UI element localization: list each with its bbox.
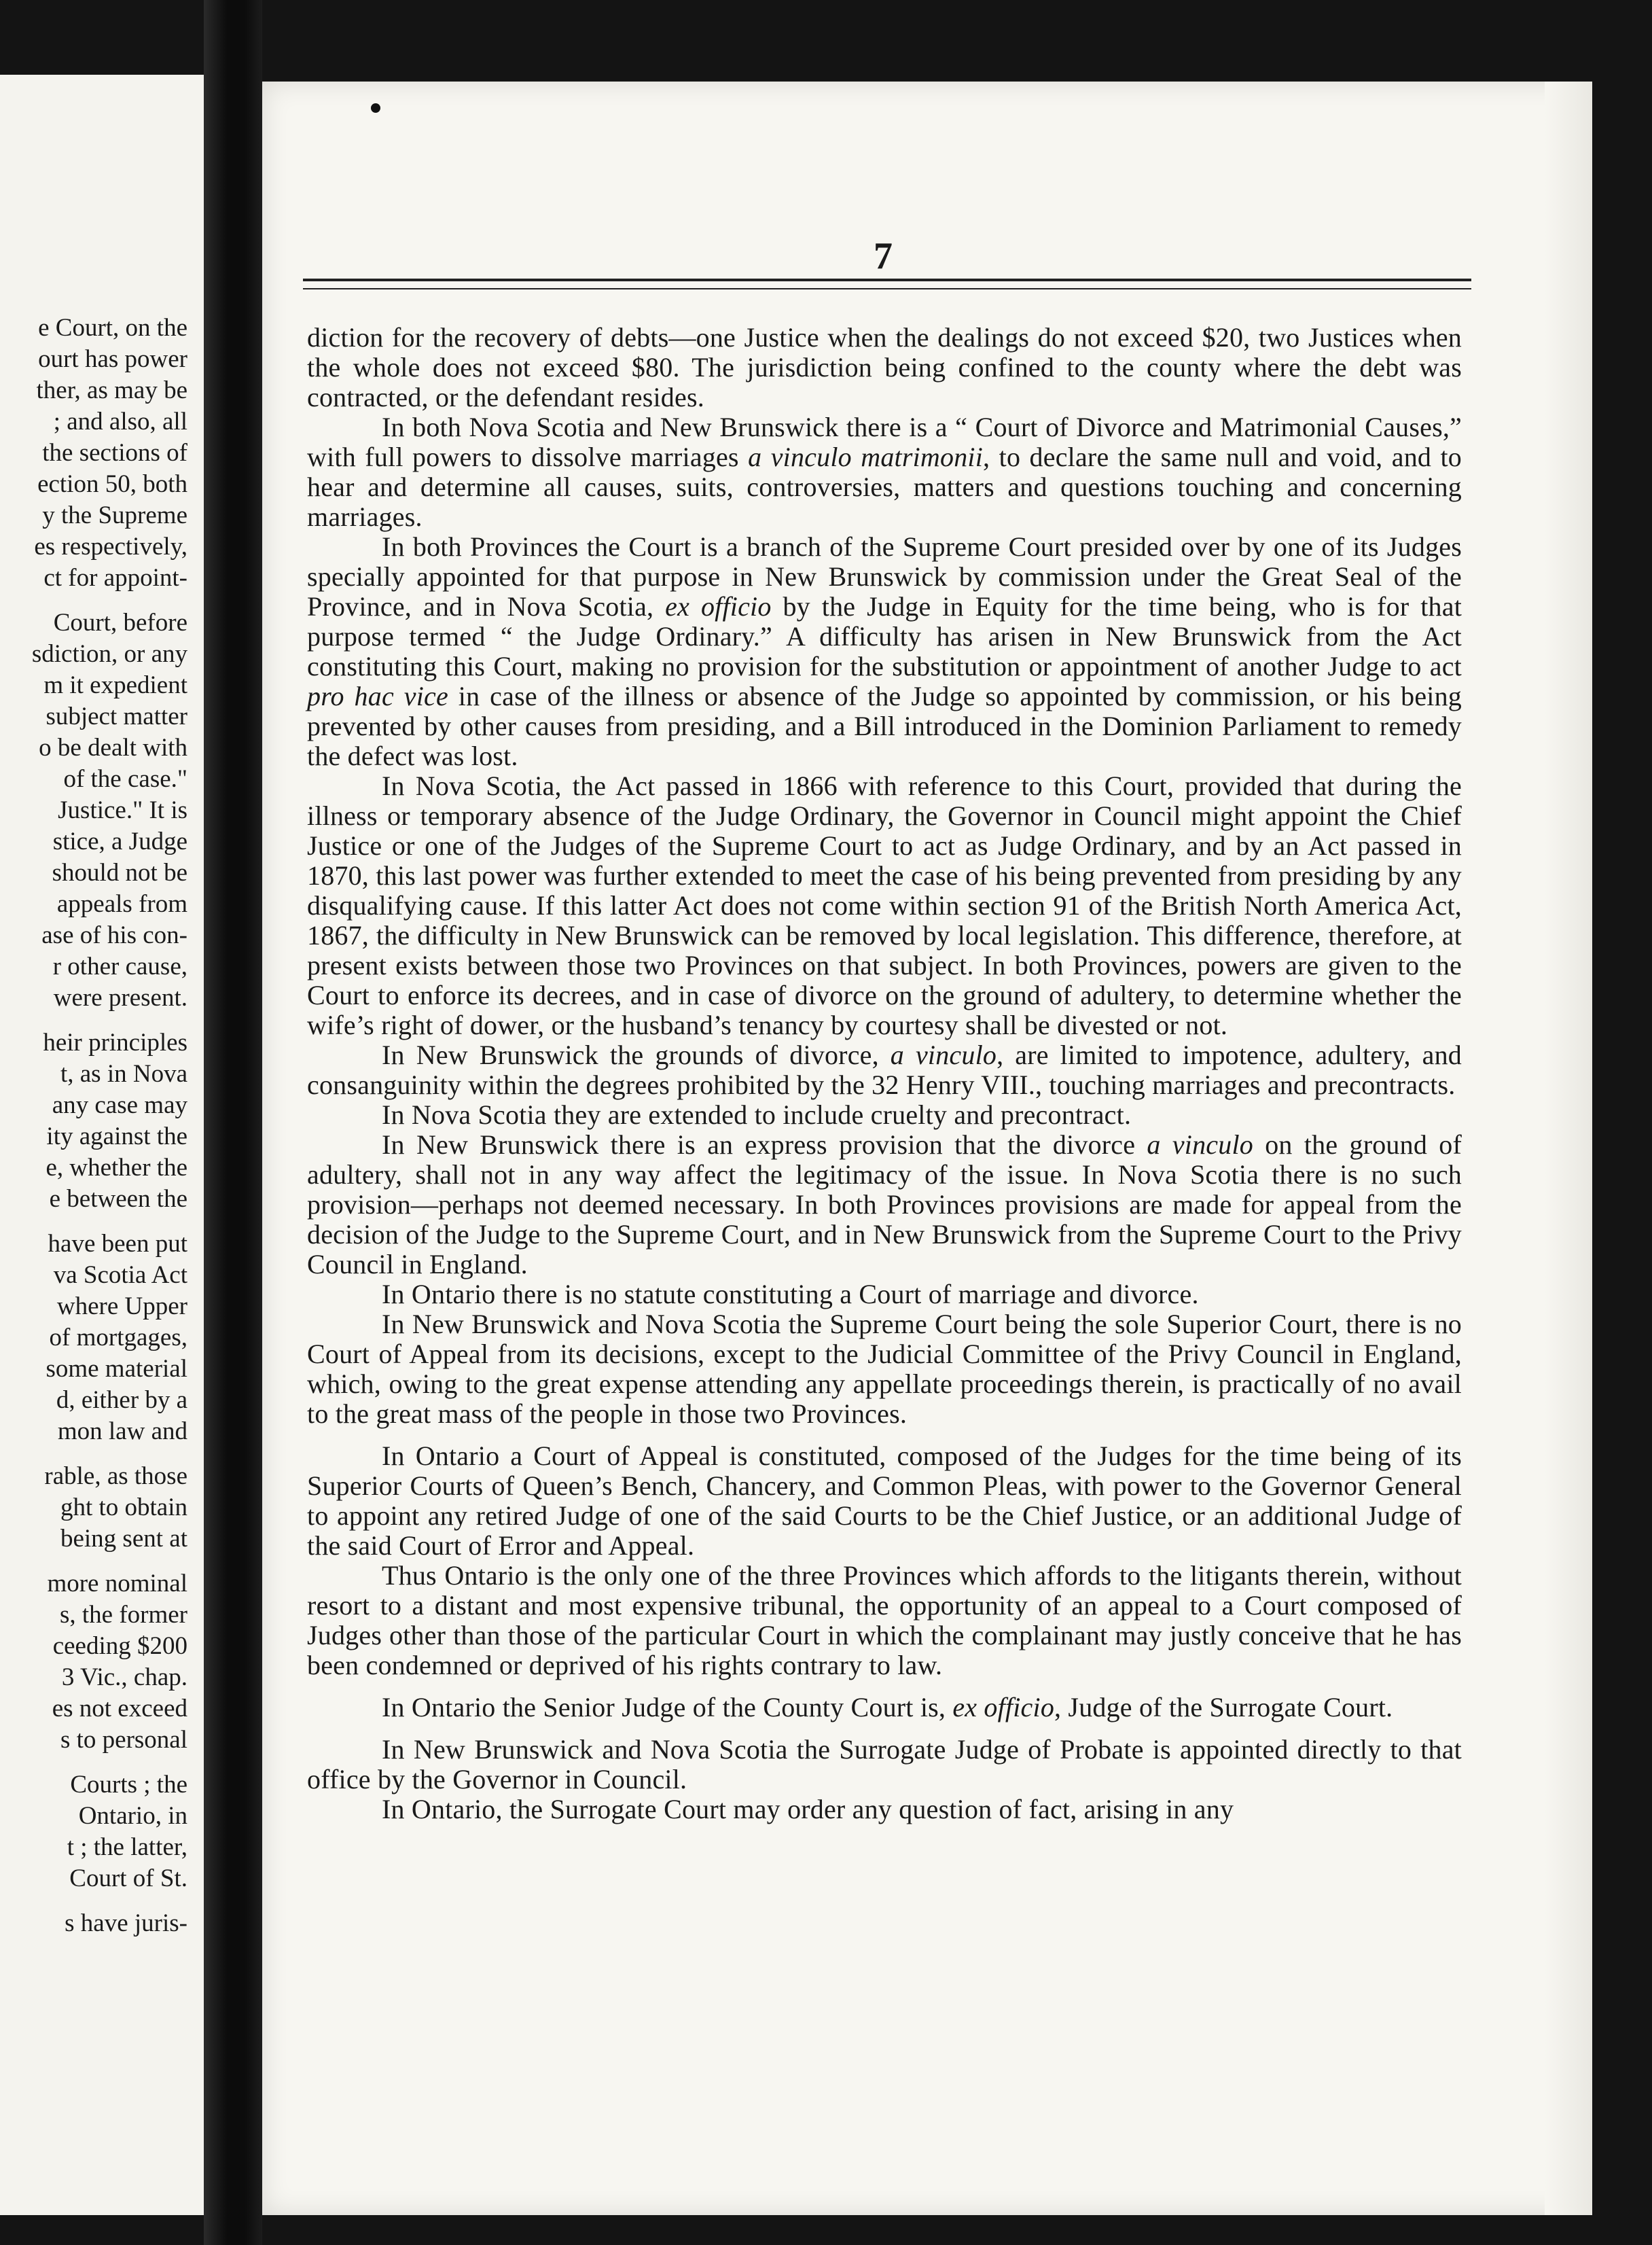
text-run: In both Provinces the Court is a branch of the Supreme Court presided over by one of its Judges specially appointed for that purpose in New Brunswick by commission under the Great Seal of the Province, and in Nova Scotia, [307,531,1462,622]
facing-page-line: ; and also, all [53,408,187,436]
page-number: 7 [874,235,893,277]
facing-page-line: t, as in Nova [60,1060,187,1088]
paragraph [307,1130,1462,1279]
facing-page-line: the sections of [42,439,187,467]
facing-page-line: of the case." [63,765,187,793]
text-run: , to declare the same null and void, and to hear and determine all causes, suits, controversies, matters and questions touching and concerning marriages. [307,442,1462,532]
facing-page-line: s have juris- [65,1909,187,1937]
facing-page-text [0,313,187,1939]
facing-page-line: should not be [52,859,187,887]
facing-page-line: t ; the latter, [67,1833,187,1861]
text-run: diction for the recovery of debts—one Justice when the dealings do not exceed $20, two Justices when the whole does not exceed $80. The jurisdiction being confined to the county where the debt was contracted, or the defendant resides. [307,322,1462,412]
paragraph [307,1441,1462,1561]
facing-page-line: any case may [52,1091,187,1119]
paragraph [307,1100,1462,1130]
facing-page-line: Court, before [53,609,187,637]
facing-page-line: have been put [48,1230,187,1258]
facing-page-line: ct for appoint- [43,564,187,592]
facing-page-line: 3 Vic., chap. [61,1663,187,1691]
text-run: in case of the illness or absence of the Judge so appointed by commission, or his being prevented by other causes from presiding, and a Bill introduced in the Dominion Parliament to remedy the defect was lost. [307,681,1462,771]
italic-phrase: pro hac vice [307,681,448,711]
text-run: , Judge of the Surrogate Court. [1054,1692,1393,1722]
facing-page-line: Ontario, in [78,1802,187,1830]
facing-page-line: m it expedient [43,671,187,699]
paragraph [307,1040,1462,1100]
text-run: , are limited to impotence, adultery, and consanguinity within the degrees prohibited by the 32 Henry VIII., touching marriages and precontracts. [307,1040,1462,1100]
paragraph [307,323,1462,412]
paragraph [307,1735,1462,1795]
paragraph [307,1693,1462,1722]
text-run: In Nova Scotia, the Act passed in 1866 with reference to this Court, provided that during the illness or temporary absence of the Judge Ordinary, the Governor in Council might appoint the Chief Justice or one of the Judges of the Supreme Court to act as Judge Ordinary, and by an Act passed in 1870, this last power was further extended to meet the case of his being prevented from presiding by any disqualifying cause. If this latter Act does not come within section 91 of the British North America Act, 1867, the difficulty in New Brunswick can be removed by local legislation. This difference, therefore, at present exists between those two Provinces on that subject. In both Provinces, powers are given to the Court to enforce its decrees, and in case of divorce on the ground of adultery, to determine whether the wife’s right of dower, or the husband’s tenancy by courtesy shall be divested or not. [307,771,1462,1040]
text-run: In Ontario a Court of Appeal is constituted, composed of the Judges for the time being of its Superior Courts of Queen’s Bench, Chancery, and Common Pleas, with power to the Governor General to appoint any retired Judge of one of the said Courts to be the Chief Justice, or an additional Judge of the said Court of Error and Appeal. [307,1440,1462,1561]
facing-page-line: e Court, on the [38,314,187,342]
facing-page [0,75,204,2215]
italic-phrase: ex officio [952,1692,1055,1722]
facing-page-line: e, whether the [46,1154,187,1182]
text-run: by the Judge in Equity for the time being, who is for that purpose termed “ the Judge Ordinary.” A difficulty has arisen in New Brunswick from the Act constituting this Court, making no provision for the substitution or appointment of another Judge to act [307,591,1462,682]
facing-page-line: ther, as may be [36,376,187,404]
facing-page-line: Courts ; the [70,1771,187,1799]
facing-page-line: d, either by a [56,1386,187,1414]
facing-page-line: s, the former [59,1601,187,1629]
paragraph [307,532,1462,771]
facing-page-line: e between the [49,1185,187,1213]
facing-page-line: r other cause, [52,953,187,980]
text-run: In Ontario, the Surrogate Court may order any question of fact, arising in any [382,1794,1234,1824]
text-run: on the ground of adultery, shall not in any way affect the legitimacy of the issue. In Nova Scotia there is no such provision—perhaps not deemed necessary. In both Provinces provisions are made for appeal from the decision of the Judge to the Supreme Court, and in New Brunswick from the Supreme Court to the Privy Council in England. [307,1129,1462,1279]
text-run: In New Brunswick the grounds of divorce, [382,1040,891,1070]
text-run: Thus Ontario is the only one of the three Provinces which affords to the litigants therein, without resort to a distant and most expensive tribunal, the opportunity of an appeal to a Court composed of Judges other than those of the particular Court in which the complainant may justly conceive that he has been condemned or deprived of his rights contrary to law. [307,1560,1462,1680]
facing-page-line: stice, a Judge [52,828,187,855]
body-text [307,323,1462,1824]
facing-page-line: subject matter [46,703,187,730]
ink-speck [371,103,380,113]
facing-page-line: heir principles [43,1029,187,1057]
italic-phrase: a vinculo [1147,1129,1253,1160]
facing-page-line: were present. [53,984,187,1012]
page-edge [1545,82,1592,2215]
facing-page-line: es not exceed [52,1695,187,1722]
paragraph [307,1795,1462,1824]
text-run: In Ontario there is no statute constituting a Court of marriage and divorce. [382,1279,1199,1309]
facing-page-line: ght to obtain [60,1493,187,1521]
paragraph [307,1561,1462,1680]
facing-page-line: appeals from [56,890,187,918]
facing-page-line: Court of St. [69,1864,187,1892]
facing-page-line: mon law and [57,1417,187,1445]
main-page [262,82,1592,2215]
italic-phrase: a vinculo [890,1040,997,1070]
paragraph [307,771,1462,1040]
text-run: In New Brunswick and Nova Scotia the Supreme Court being the sole Superior Court, there is no Court of Appeal from its decisions, except to the Judicial Committee of the Privy Council in England, which, owing to the great expense attending any appellate proceedings therein, is practically of no avail to the great mass of the people in those two Provinces. [307,1309,1462,1429]
text-run: In Ontario the Senior Judge of the County Court is, [382,1692,953,1722]
book-gutter [204,0,262,2245]
italic-phrase: ex officio [665,591,772,622]
paragraph [307,412,1462,532]
facing-page-line: ourt has power [38,345,187,373]
text-run: In New Brunswick and Nova Scotia the Surrogate Judge of Probate is appointed directly to that office by the Governor in Council. [307,1734,1462,1795]
paragraph [307,1309,1462,1429]
facing-page-line: of mortgages, [49,1324,187,1351]
facing-page-line: some material [46,1355,187,1383]
italic-phrase: a vinculo matrimonii [748,442,984,472]
facing-page-line: being sent at [60,1525,187,1553]
text-run: In Nova Scotia they are extended to include cruelty and precontract. [382,1099,1132,1130]
facing-page-line: y the Supreme [42,501,187,529]
facing-page-line: s to personal [60,1726,187,1754]
facing-page-line: where Upper [56,1292,187,1320]
facing-page-line: sdiction, or any [31,640,187,668]
paragraph [307,1279,1462,1309]
facing-page-line: ase of his con- [41,921,187,949]
facing-page-line: es respectively, [34,533,187,561]
facing-page-line: ection 50, both [37,470,187,498]
facing-page-line: Justice." It is [58,796,187,824]
text-run: In both Nova Scotia and New Brunswick there is a “ Court of Divorce and Matrimonial Causes,” with full powers to dissolve marriages [307,412,1462,472]
facing-page-line: o be dealt with [39,734,187,762]
facing-page-line: ceeding $200 [52,1632,187,1660]
facing-page-line: rable, as those [44,1462,187,1490]
header-rule-thin [303,288,1471,289]
header-rule [303,279,1471,281]
facing-page-line: va Scotia Act [53,1261,187,1289]
facing-page-line: ity against the [46,1122,187,1150]
facing-page-line: more nominal [47,1570,187,1597]
text-run: In New Brunswick there is an express provision that the divorce [382,1129,1147,1160]
